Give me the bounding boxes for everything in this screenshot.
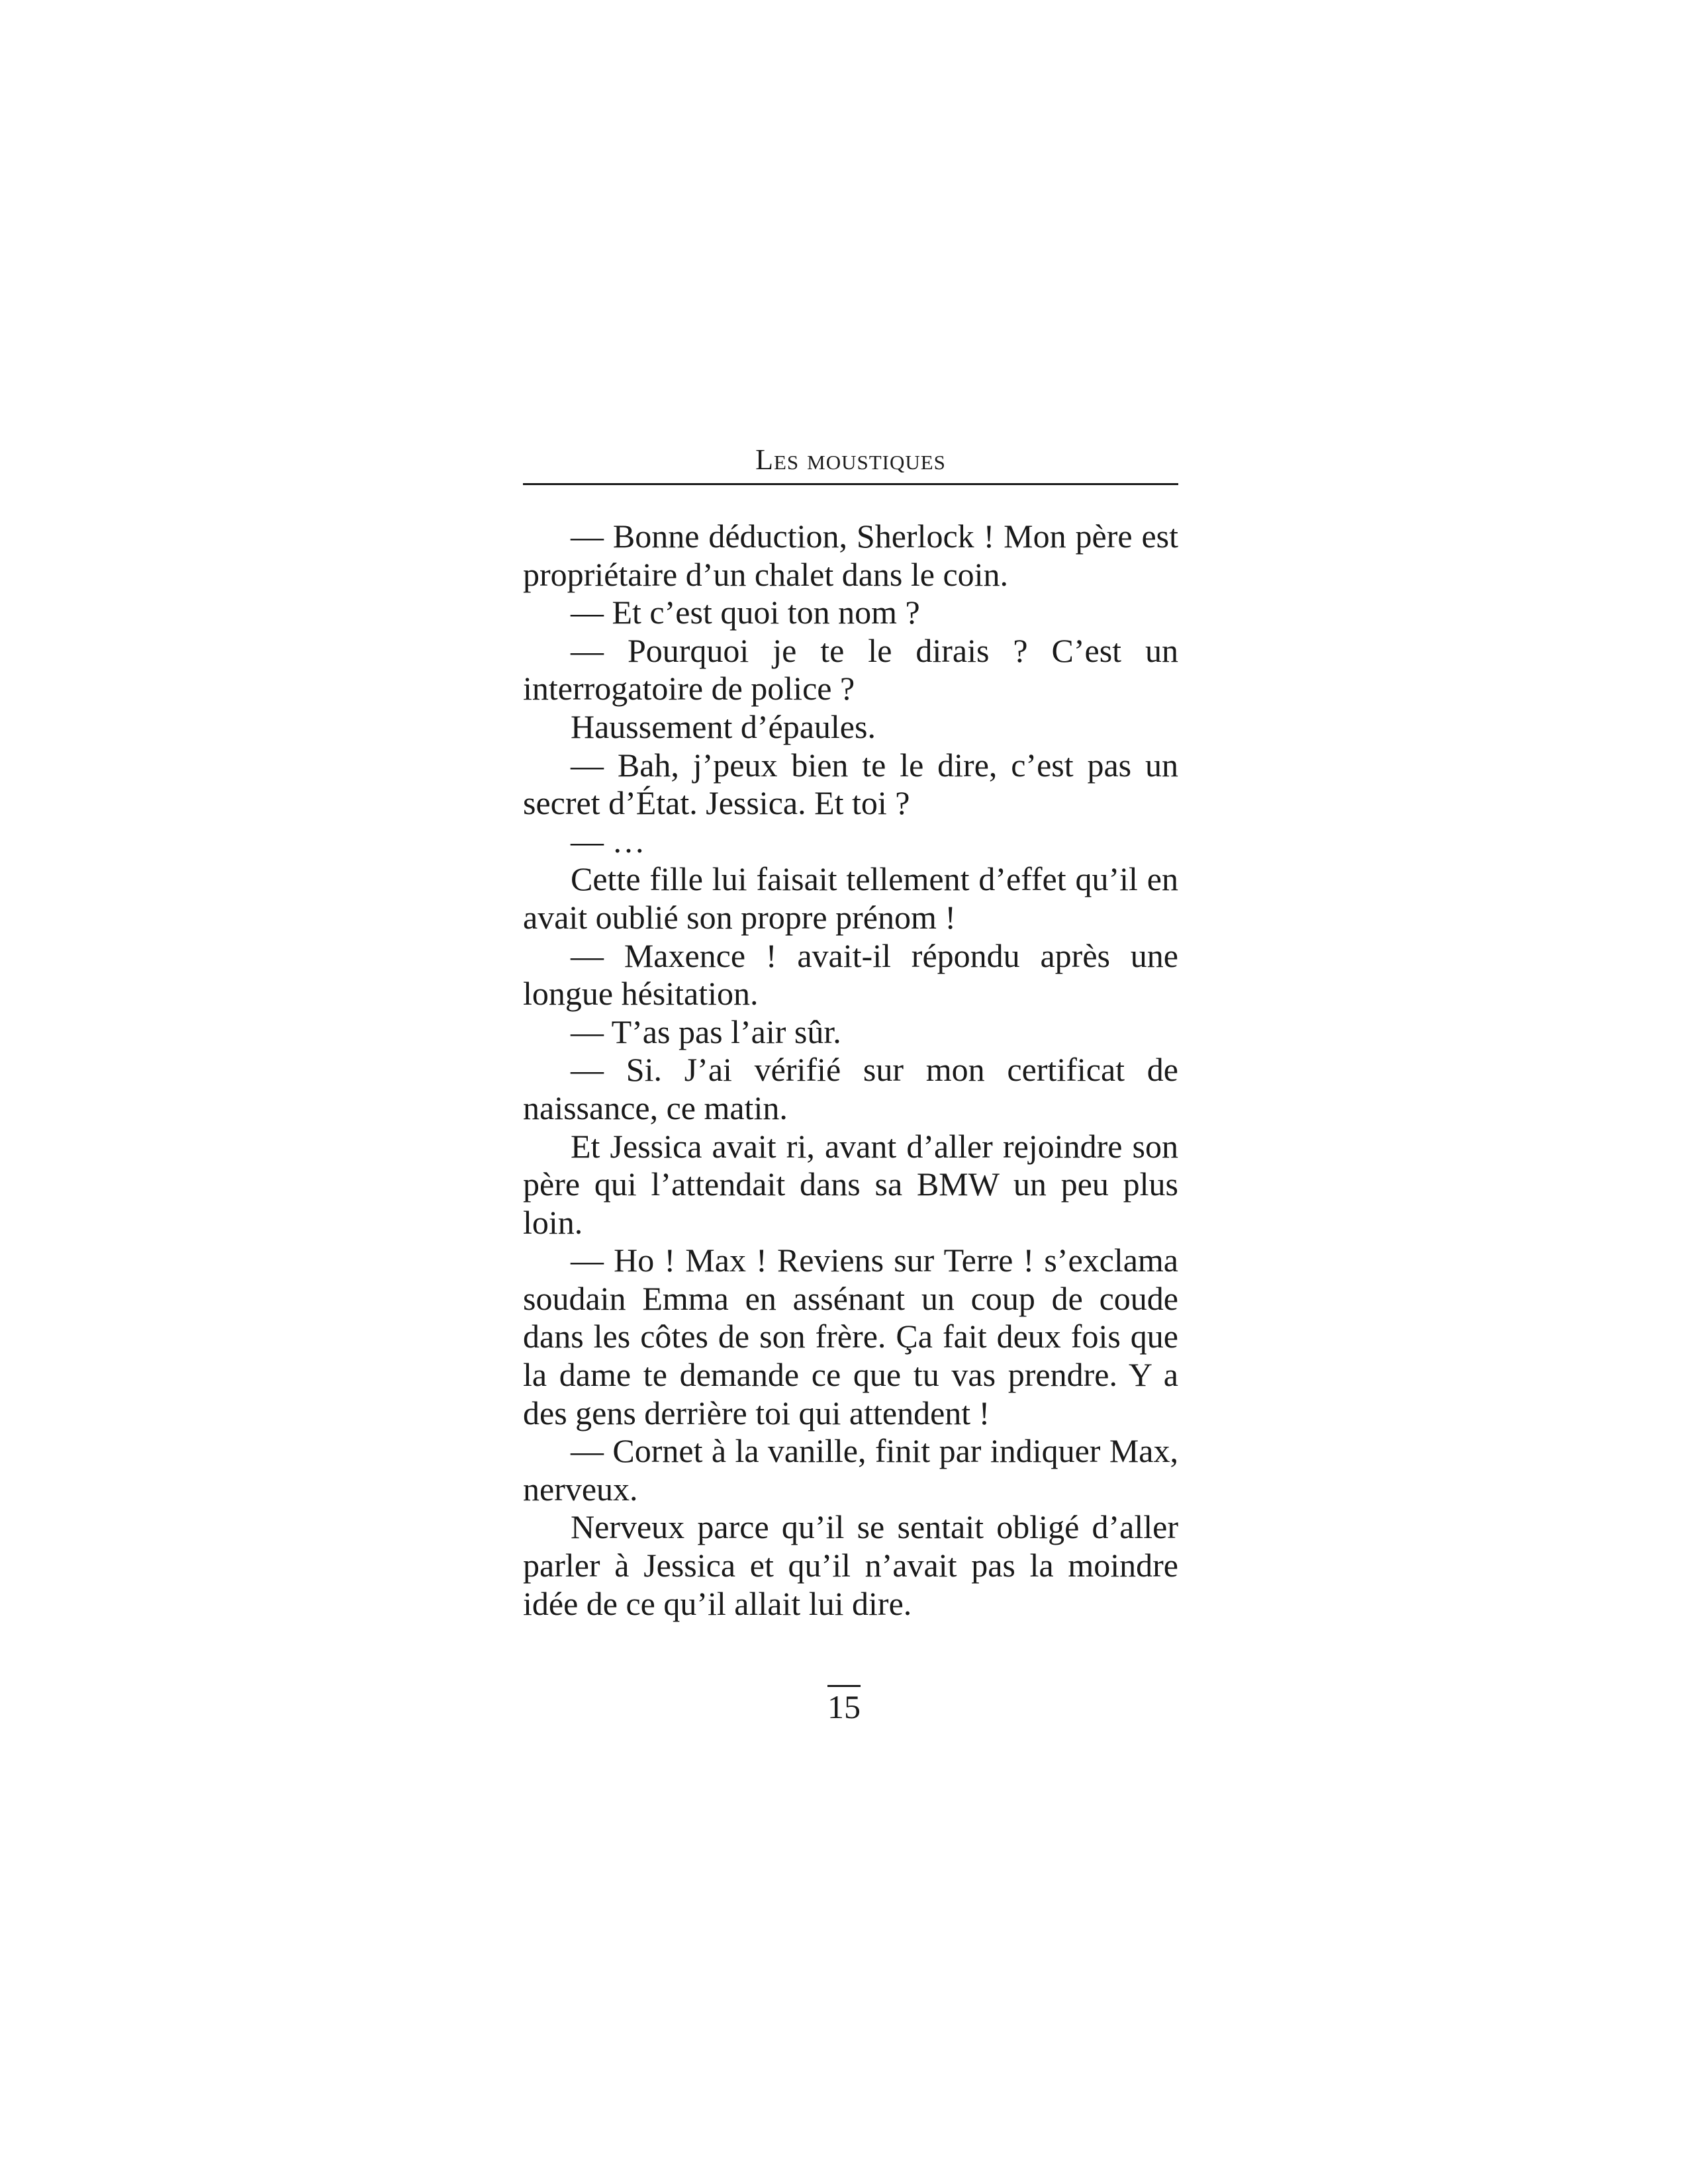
paragraph: — Et c’est quoi ton nom ? [571,594,920,631]
paragraph: — Bonne déduction, Sherlock ! Mon père est propriétaire d’un chalet dans le coin. [523,518,1178,593]
paragraph: — Pourquoi je te le dirais ? C’est un interrogatoire de police ? [523,631,1178,707]
paragraph: — Bah, j’peux bien te le dire, c’est pas un secret d’État. Jessica. Et toi ? [523,746,1178,822]
paragraph: — Cornet à la vanille, finit par indiquer Max, nerveux. [523,1432,1178,1508]
paragraph: — Maxence ! avait-il répondu après une longue hésitation. [523,936,1178,1013]
paragraph: Et Jessica avait ri, avant d’aller rejoindre son père qui l’attendait dans sa BMW un peu plus loin. [523,1127,1178,1241]
header-title: Les moustiques [755,443,946,476]
body-text [523,518,1178,1623]
paragraph: — … [571,822,645,860]
running-header [523,437,1178,485]
paragraph: Cette fille lui faisait tellement d’effet qu’il en avait oublié son propre prénom ! [523,860,1178,936]
paragraph: Nerveux parce qu’il se sentait obligé d’aller parler à Jessica et qu’il n’avait pas la moindre idée de ce qu’il allait lui dire. [523,1508,1178,1622]
paragraph: — Ho ! Max ! Reviens sur Terre ! s’exclama soudain Emma en assénant un coup de coude dans les côtes de son frère. Ça fait deux fois que la dame te demande ce que tu vas prendre. Y a des gens derrière toi qui attendent ! [523,1242,1178,1432]
page-number: 15 [827,1685,861,1725]
paragraph: — Si. J’ai vérifié sur mon certificat de naissance, ce matin. [523,1051,1178,1126]
paragraph: Haussement d’épaules. [571,707,876,745]
page-number-container [0,1685,1688,1725]
paragraph: — T’as pas l’air sûr. [571,1013,841,1050]
